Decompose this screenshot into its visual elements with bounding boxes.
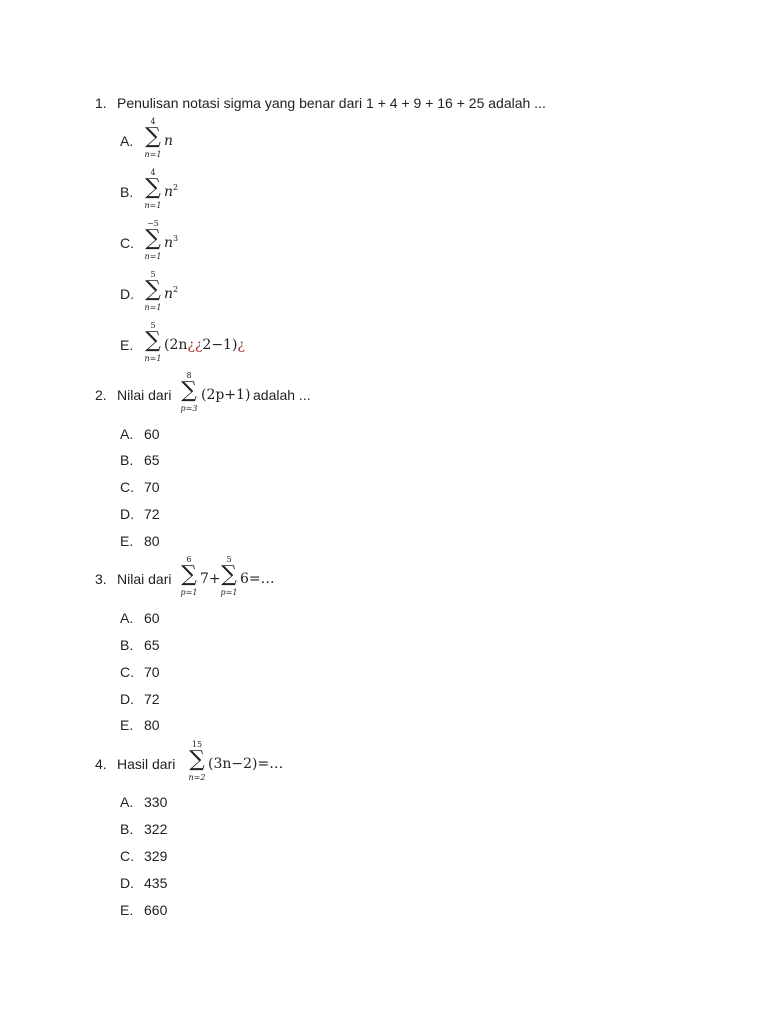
sigma-symbol: ∑ xyxy=(181,562,197,587)
sigma-lower-limit: p=3 xyxy=(180,404,198,413)
option-letter: D. xyxy=(120,286,134,302)
option-value: 80 xyxy=(144,533,160,549)
option-value: 65 xyxy=(144,452,160,468)
question-number: 2. xyxy=(95,387,107,403)
sigma-expression: $n^2$ xyxy=(164,285,179,302)
option-letter: D. xyxy=(120,875,134,891)
sigma-lower-limit: n=1 xyxy=(144,354,162,363)
option-value: 65 xyxy=(144,637,160,653)
option-letter: B. xyxy=(120,821,134,837)
option-letter: C. xyxy=(120,848,134,864)
option-value: 72 xyxy=(144,691,160,707)
option-value: 80 xyxy=(144,717,160,733)
option-letter: C. xyxy=(120,479,134,495)
option-value: 329 xyxy=(144,848,168,864)
option-value: 435 xyxy=(144,875,168,891)
option-letter: A. xyxy=(120,794,134,810)
sigma-symbol: ∑ xyxy=(145,124,161,149)
sigma-upper-limit: 4 xyxy=(150,117,156,126)
sigma-upper-limit: 4 xyxy=(150,168,156,177)
option-letter: E. xyxy=(120,337,134,353)
question-text: Hasil dari xyxy=(117,756,176,772)
sigma-expression: 7+ xyxy=(200,571,221,587)
sigma-upper-limit: 15 xyxy=(191,740,203,749)
sigma-upper-limit: 6 xyxy=(186,555,192,564)
question-number: 1. xyxy=(95,95,107,111)
sigma-upper-limit: 8 xyxy=(186,371,192,380)
sigma-symbol: ∑ xyxy=(145,277,161,302)
sigma-symbol: ∑ xyxy=(181,378,197,403)
option-letter: D. xyxy=(120,691,134,707)
question-text: Nilai dari xyxy=(117,387,172,403)
sigma-expression: $n^3$ xyxy=(164,234,179,251)
sigma-expression: $n^2$ xyxy=(164,183,179,200)
sigma-expression: (3n−2)=… xyxy=(208,756,284,772)
sigma-lower-limit: p=1 xyxy=(180,588,198,597)
option-letter: E. xyxy=(120,902,134,918)
option-letter: A. xyxy=(120,133,134,149)
sigma-expression: (2p+1) xyxy=(201,387,251,403)
option-letter: A. xyxy=(120,426,134,442)
option-value: 322 xyxy=(144,821,168,837)
sigma-lower-limit: n=1 xyxy=(144,150,162,159)
sigma-lower-limit: n=1 xyxy=(144,201,162,210)
sigma-lower-limit: n=1 xyxy=(144,303,162,312)
option-letter: B. xyxy=(120,184,134,200)
question-text: Penulisan notasi sigma yang benar dari 1 + 4 + 9 + 16 + 25 adalah ... xyxy=(117,95,546,111)
sigma-symbol: ∑ xyxy=(189,747,205,772)
question-number: 3. xyxy=(95,571,107,587)
question-text: Nilai dari xyxy=(117,571,172,587)
option-letter: C. xyxy=(120,664,134,680)
sigma-upper-limit: 5 xyxy=(226,555,232,564)
option-value: 60 xyxy=(144,426,160,442)
question-number: 4. xyxy=(95,756,107,772)
option-letter: C. xyxy=(120,235,134,251)
option-value: 660 xyxy=(144,902,168,918)
option-value: 60 xyxy=(144,610,160,626)
option-value: 70 xyxy=(144,479,160,495)
sigma-symbol: ∑ xyxy=(145,328,161,353)
option-letter: E. xyxy=(120,533,134,549)
sigma-expression: n xyxy=(164,133,174,149)
sigma-symbol: ∑ xyxy=(145,226,161,251)
sigma-upper-limit: 5 xyxy=(150,321,156,330)
option-letter: B. xyxy=(120,637,134,653)
option-value: 72 xyxy=(144,506,160,522)
option-letter: E. xyxy=(120,717,134,733)
option-letter: D. xyxy=(120,506,134,522)
sigma-upper-limit: 5 xyxy=(150,270,156,279)
sigma-expression: (2n¿¿2−1)¿ xyxy=(164,337,245,353)
option-value: 70 xyxy=(144,664,160,680)
sigma-symbol: ∑ xyxy=(221,562,237,587)
sigma-symbol: ∑ xyxy=(145,175,161,200)
option-letter: A. xyxy=(120,610,134,626)
sigma-expression: 6=… xyxy=(240,571,275,587)
option-value: 330 xyxy=(144,794,168,810)
sigma-lower-limit: p=1 xyxy=(220,588,238,597)
sigma-upper-limit: −5 xyxy=(147,219,159,228)
sigma-lower-limit: n=2 xyxy=(188,773,206,782)
option-letter: B. xyxy=(120,452,134,468)
question-text-tail: adalah ... xyxy=(253,387,311,403)
sigma-lower-limit: n=1 xyxy=(144,252,162,261)
